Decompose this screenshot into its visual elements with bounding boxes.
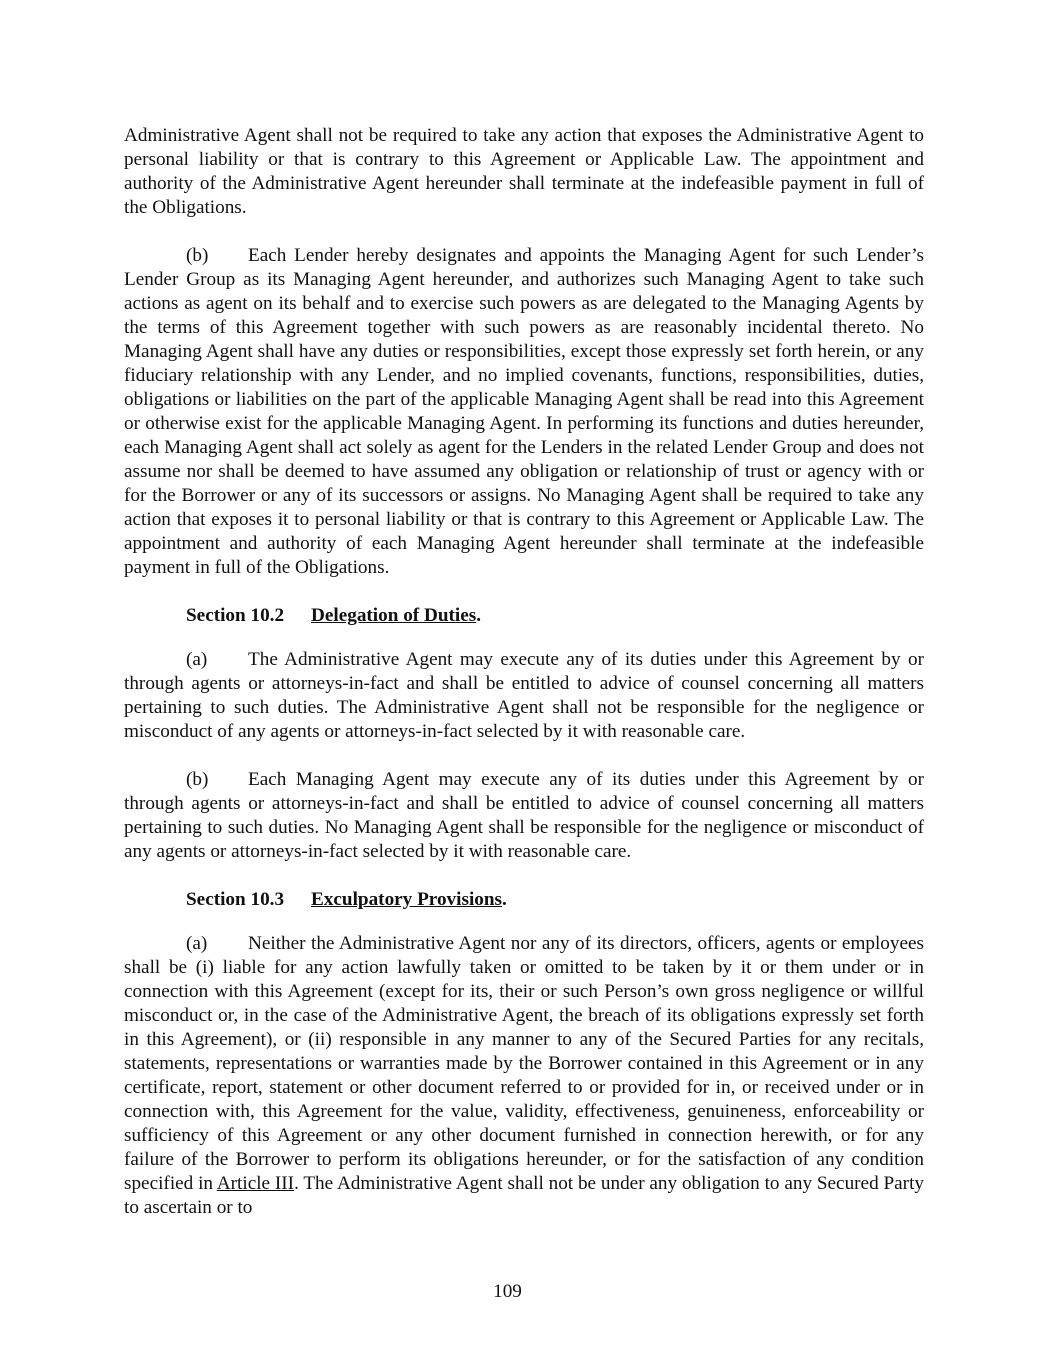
clause-text: Each Lender hereby designates and appoints the Managing Agent for such Lender’s Lender Group as its Managing Agent hereunder, and authorizes such Managing Agent to take such actions as agent on its behalf and to exercise such powers as are delegated to the Managing Agents by the terms of this Agreement together with such powers as are reasonably incidental thereto. No Managing Agent shall have any duties or responsibilities, except those expressly set forth herein, or any fiduciary relationship with any Lender, and no implied covenants, functions, responsibilities, duties, obligations or liabilities on the part of the applicable Managing Agent shall be read into this Agreement or otherwise exist for the applicable Managing Agent. In performing its functions and duties hereunder, each Managing Agent shall act solely as agent for the Lenders in the related Lender Group and does not assume nor shall be deemed to have assumed any obligation or relationship of trust or agency with or for the Borrower or any of its successors or assigns. No Managing Agent shall be required to take any action that exposes it to personal liability or that is contrary to this Agreement or Applicable Law. The appointment and authority of each Managing Agent hereunder shall terminate at the indefeasible payment in full of the Obligations. — [124, 245, 924, 578]
paragraph-admin-agent-continuation: Administrative Agent shall not be required to take any action that exposes the Administrative Agent to personal liability or that is contrary to this Agreement or Applicable Law. The appointment and authority of the Administrative Agent hereunder shall terminate at the indefeasible payment in full of the Obligations. — [124, 125, 924, 218]
section-number: Section 10.3 — [186, 889, 285, 910]
section-number: Section 10.2 — [186, 605, 285, 626]
page-number: 109 — [493, 1281, 522, 1302]
section-title: Exculpatory Provisions — [311, 889, 503, 910]
clause-text-continued: . The Administrative Agent shall not be under any obligation to any Secured Party to ascertain or to — [124, 1173, 924, 1218]
section-title-punct: . — [502, 889, 507, 910]
section-heading-10-3 — [124, 888, 924, 912]
clause-label: (b) — [186, 245, 209, 266]
section-title: Delegation of Duties — [311, 605, 477, 626]
article-iii-reference: Article III — [216, 1173, 295, 1194]
clause-text: Each Managing Agent may execute any of its duties under this Agreement by or through agents or attorneys-in-fact and shall be entitled to advice of counsel concerning all matters pertaining to such duties. No Managing Agent shall be responsible for the negligence or misconduct of any agents or attorneys-in-fact selected by it with reasonable care. — [124, 769, 924, 862]
clause-label: (a) — [186, 933, 208, 954]
clause-text: Neither the Administrative Agent nor any of its directors, officers, agents or employees shall be (i) liable for any action lawfully taken or omitted to be taken by it or them under or in connection with this Agreement (except for its, their or such Person’s own gross negligence or willful misconduct or, in the case of the Administrative Agent, the breach of its obligations expressly set forth in this Agreement), or (ii) responsible in any manner to any of the Secured Parties for any recitals, statements, representations or warranties made by the Borrower contained in this Agreement or in any certificate, report, statement or other document referred to or provided for in, or received under or in connection with, this Agreement for the value, validity, effectiveness, genuineness, enforceability or sufficiency of this Agreement or any other document furnished in connection herewith, or for any failure of the Borrower to perform its obligations hereunder, or for the satisfaction of any condition specified in — [124, 933, 924, 1194]
paragraph-10-1-b — [124, 244, 924, 580]
section-title-punct: . — [476, 605, 481, 626]
clause-label: (b) — [186, 769, 209, 790]
clause-text: The Administrative Agent may execute any of its duties under this Agreement by or through agents or attorneys-in-fact and shall be entitled to advice of counsel concerning all matters pertaining to such duties. The Administrative Agent shall not be responsible for the negligence or misconduct of any agents or attorneys-in-fact selected by it with reasonable care. — [124, 649, 924, 742]
section-heading-10-2 — [124, 604, 924, 628]
paragraph-10-2-a — [124, 648, 924, 744]
clause-label: (a) — [186, 649, 208, 670]
paragraph-10-3-a — [124, 932, 924, 1220]
document-page — [124, 124, 924, 1244]
paragraph-10-2-b — [124, 768, 924, 864]
